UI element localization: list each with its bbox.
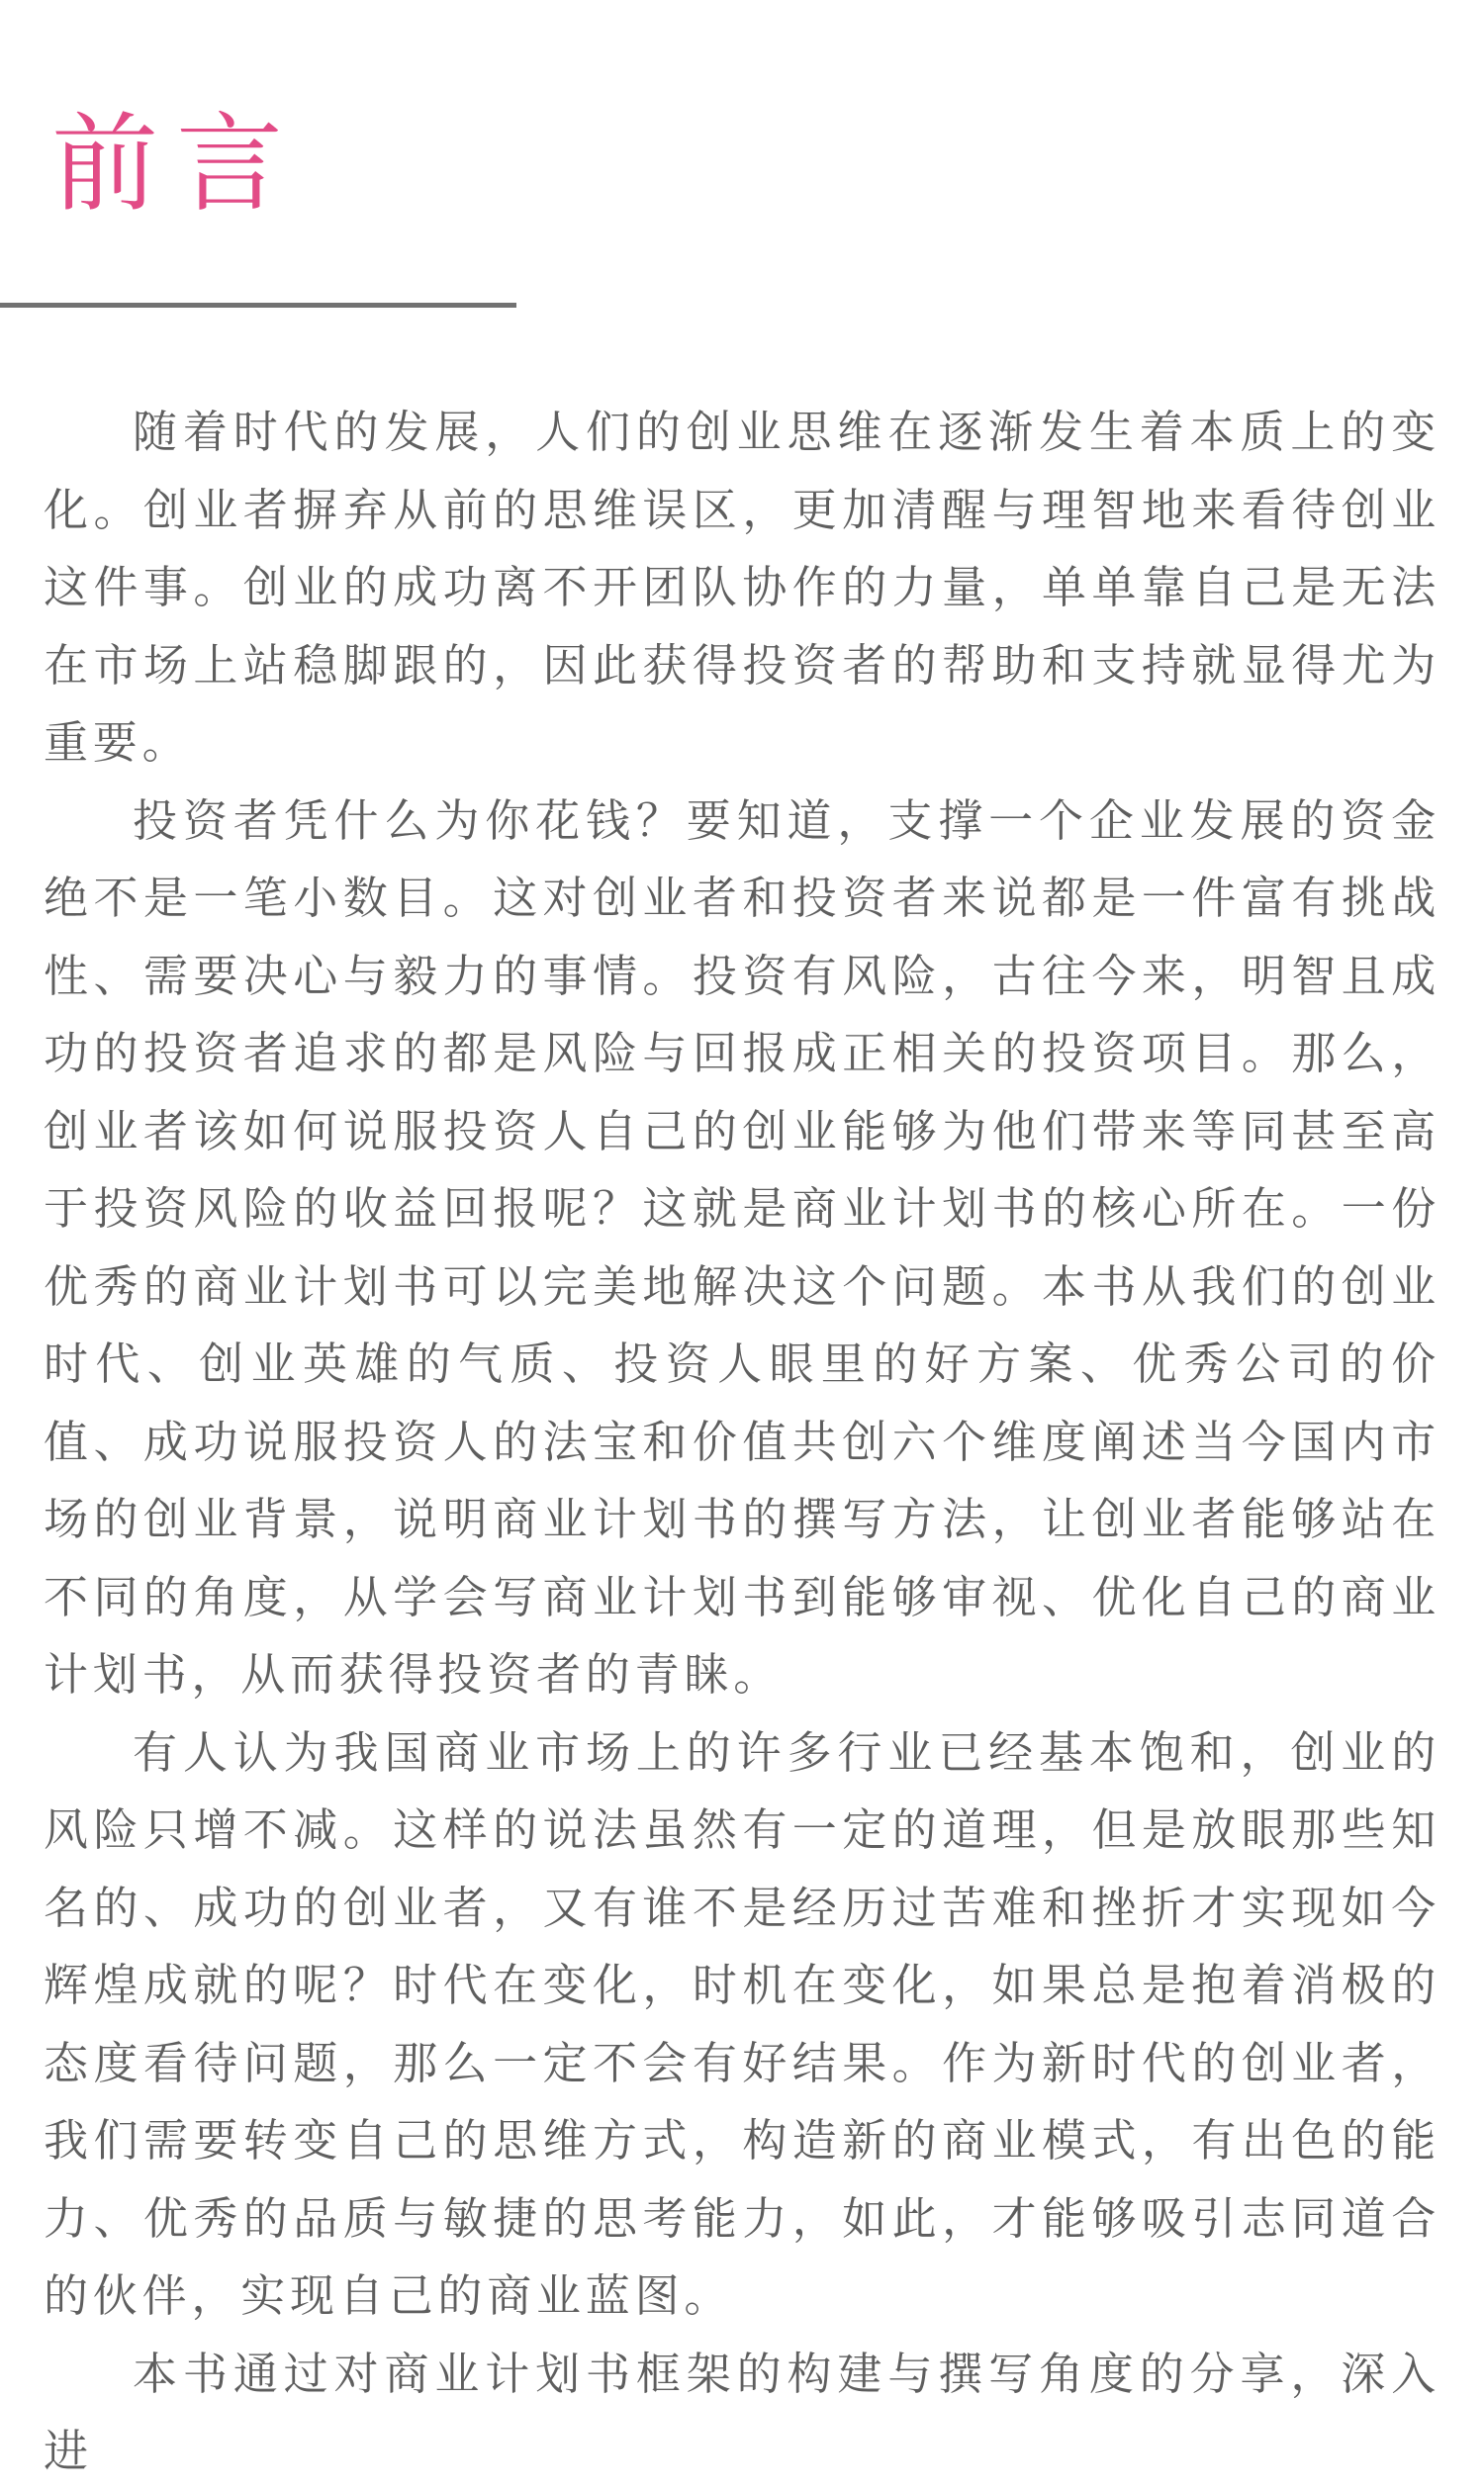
paragraph: 投资者凭什么为你花钱？要知道，支撑一个企业发展的资金绝不是一笔小数目。这对创业者和投资者来说都是一件富有挑战性、需要决心与毅力的事情。投资有风险，古往今来，明智且成功的投资者追求的都是风险与回报成正相关的投资项目。那么，创业者该如何说服投资人自己的创业能够为他们带来等同甚至高于投资风险的收益回报呢？这就是商业计划书的核心所在。一份优秀的商业计划书可以完美地解决这个问题。本书从我们的创业时代、创业英雄的气质、投资人眼里的好方案、优秀公司的价值、成功说服投资人的法宝和价值共创六个维度阐述当今国内市场的创业背景，说明商业计划书的撰写方法，让创业者能够站在不同的角度，从学会写商业计划书到能够审视、优化自己的商业计划书，从而获得投资者的青睐。 [44, 793, 1440, 1701]
page-title: 前言 [51, 103, 302, 227]
title-divider [0, 303, 516, 308]
paragraph: 有人认为我国商业市场上的许多行业已经基本饱和，创业的风险只增不减。这样的说法虽然有一定的道理，但是放眼那些知名的、成功的创业者，又有谁不是经历过苦难和挫折才实现如今辉煌成就的呢？时代在变化，时机在变化，如果总是抱着消极的态度看待问题，那么一定不会有好结果。作为新时代的创业者，我们需要转变自己的思维方式，构造新的商业模式，有出色的能力、优秀的品质与敏捷的思考能力，如此，才能够吸引志同道合的伙伴，实现自己的商业蓝图。 [44, 1725, 1440, 2322]
body-text [44, 394, 1440, 2477]
paragraph: 随着时代的发展，人们的创业思维在逐渐发生着本质上的变化。创业者摒弃从前的思维误区，更加清醒与理智地来看待创业这件事。创业的成功离不开团队协作的力量，单单靠自己是无法在市场上站稳脚跟的，因此获得投资者的帮助和支持就显得尤为重要。 [44, 406, 1440, 769]
paragraph-cut-off: 本书通过对商业计划书框架的构建与撰写角度的分享，深入进 [44, 2347, 1440, 2477]
